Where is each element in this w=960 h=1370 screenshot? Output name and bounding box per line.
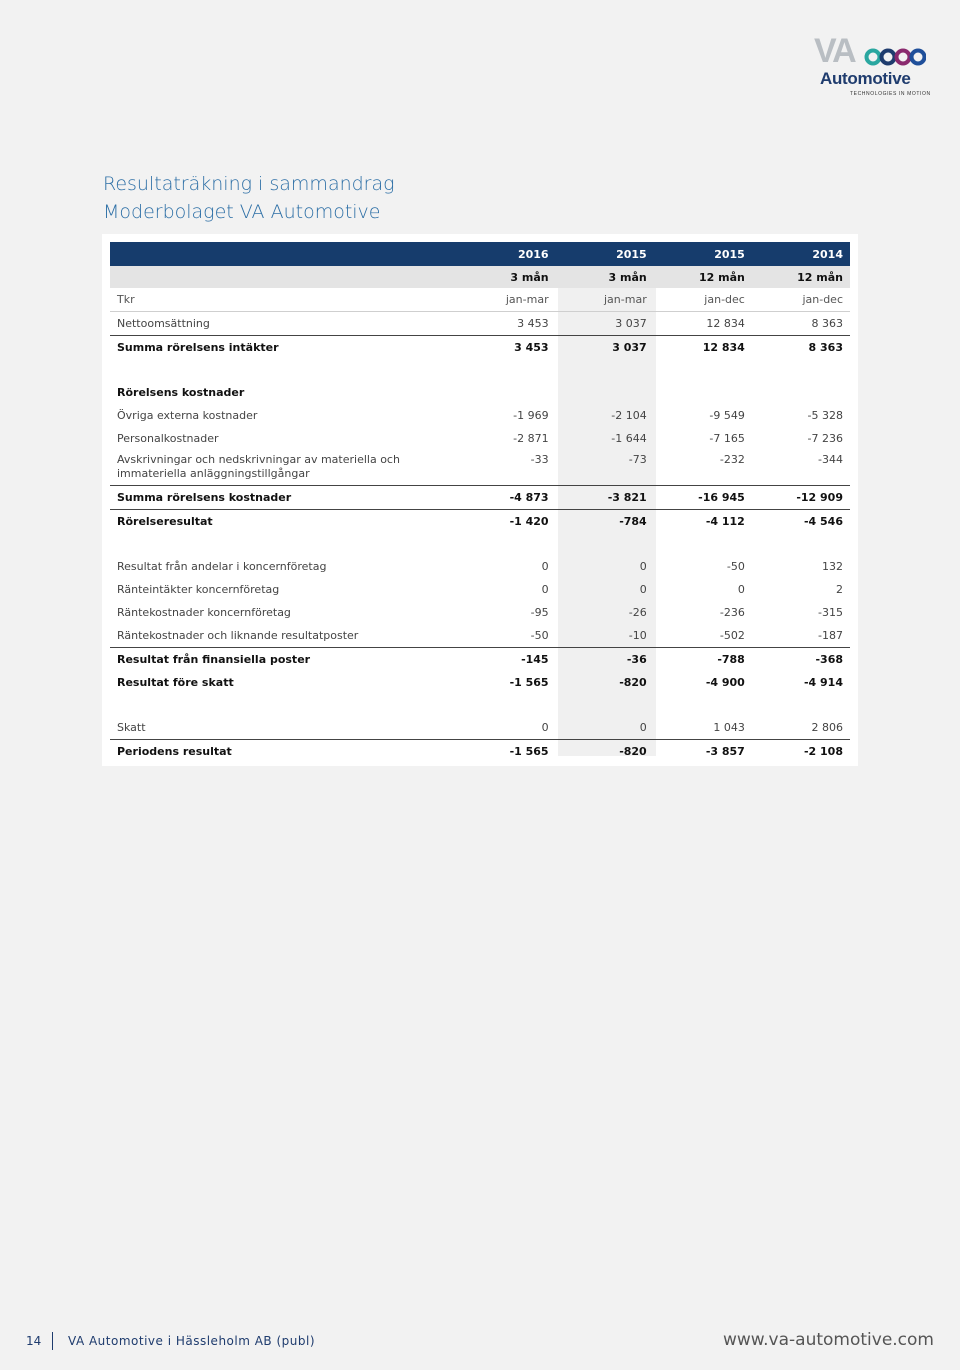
- row-value: -788: [654, 648, 752, 672]
- row-value: -4 112: [654, 510, 752, 534]
- footer-divider: [52, 1332, 53, 1350]
- row-label: Räntekostnader och liknande resultatposter: [117, 629, 359, 642]
- row-value: -1 644: [611, 432, 647, 445]
- table-row: [110, 312, 850, 336]
- header-periods-row: [110, 266, 850, 288]
- row-value: -236: [719, 606, 745, 619]
- row-value: 132: [822, 560, 843, 573]
- row-value: -10: [628, 629, 647, 642]
- unit-label: Tkr: [110, 288, 457, 312]
- page-footer: [26, 1330, 934, 1354]
- row-value: -3 857: [654, 740, 752, 764]
- logo-va-mark: VA: [814, 32, 855, 70]
- period-range: jan-dec: [654, 288, 752, 312]
- row-value: -820: [619, 676, 647, 689]
- row-value: 0: [639, 560, 647, 573]
- row-value: -16 945: [654, 486, 752, 510]
- row-value: -50: [530, 629, 549, 642]
- row-value: -315: [818, 606, 843, 619]
- period-range: jan-mar: [556, 288, 654, 312]
- row-value: -4 546: [752, 510, 850, 534]
- page-title-line-1: Resultaträkning i sammandrag: [103, 173, 395, 195]
- header-period: 3 mån: [556, 266, 654, 288]
- row-value: 3 037: [556, 336, 654, 360]
- row-label: Periodens resultat: [110, 740, 457, 764]
- row-value: 2 806: [811, 721, 843, 734]
- row-value: -12 909: [752, 486, 850, 510]
- row-label: Avskrivningar och nedskrivningar av materiella och immateriella anläggningstillgångar: [117, 453, 400, 480]
- header-year: 2015: [654, 242, 752, 266]
- row-value: -820: [556, 740, 654, 764]
- row-value: -1 565: [509, 676, 549, 689]
- row-value: -232: [719, 453, 745, 466]
- period-range: jan-mar: [457, 288, 555, 312]
- section-heading-row: [110, 381, 850, 404]
- row-value: 0: [541, 583, 549, 596]
- header-period: 3 mån: [457, 266, 555, 288]
- table-row-total: [110, 336, 850, 360]
- row-label: Rörelseresultat: [110, 510, 457, 534]
- row-value: -3 821: [556, 486, 654, 510]
- table-row: [110, 427, 850, 450]
- row-value: -9 549: [709, 409, 745, 422]
- period-range: jan-dec: [752, 288, 850, 312]
- row-label: Resultat före skatt: [117, 676, 234, 689]
- table-row: [110, 555, 850, 578]
- row-label: Skatt: [117, 721, 146, 734]
- logo-rings-icon: [864, 48, 926, 66]
- page-title: [103, 170, 395, 226]
- row-value: 12 834: [706, 317, 745, 330]
- row-value: -26: [628, 606, 647, 619]
- row-value: -4 900: [705, 676, 745, 689]
- header-year: 2014: [752, 242, 850, 266]
- row-value: -145: [457, 648, 555, 672]
- table-row: [110, 601, 850, 624]
- row-value: 8 363: [811, 317, 843, 330]
- row-label: Övriga externa kostnader: [117, 409, 258, 422]
- header-year: 2015: [556, 242, 654, 266]
- row-value: 0: [639, 721, 647, 734]
- table-row: [110, 624, 850, 648]
- row-value: -7 236: [807, 432, 843, 445]
- section-heading: Rörelsens kostnader: [117, 386, 245, 399]
- income-statement-card: [102, 234, 858, 766]
- page-title-line-2: Moderbolaget VA Automotive: [103, 201, 381, 223]
- row-value: -73: [628, 453, 647, 466]
- row-value: 2: [836, 583, 843, 596]
- header-year: 2016: [457, 242, 555, 266]
- row-label: Resultat från finansiella poster: [110, 648, 457, 672]
- row-value: 0: [737, 583, 745, 596]
- row-value: -4 873: [457, 486, 555, 510]
- row-value: -2 871: [513, 432, 549, 445]
- spacer-row: [110, 694, 850, 716]
- row-value: 0: [541, 560, 549, 573]
- logo-tagline: TECHNOLOGIES IN MOTION: [850, 91, 931, 97]
- row-label: Resultat från andelar i koncernföretag: [117, 560, 327, 573]
- row-value: -95: [530, 606, 549, 619]
- row-value: -2 104: [611, 409, 647, 422]
- table-row: [110, 716, 850, 740]
- row-value: 8 363: [752, 336, 850, 360]
- unit-row: [110, 288, 850, 312]
- header-period: 12 mån: [654, 266, 752, 288]
- table-row-total: [110, 671, 850, 694]
- row-value: -2 108: [752, 740, 850, 764]
- income-statement-table: [110, 242, 850, 763]
- row-label: Personalkostnader: [117, 432, 219, 445]
- logo-wordmark: Automotive: [820, 69, 911, 88]
- row-value: -344: [818, 453, 843, 466]
- row-value: -1 420: [457, 510, 555, 534]
- row-value: 3 453: [457, 336, 555, 360]
- row-value: 3 453: [517, 317, 549, 330]
- header-period: 12 mån: [752, 266, 850, 288]
- table-row-total: [110, 648, 850, 672]
- row-value: -50: [726, 560, 745, 573]
- row-value: 0: [541, 721, 549, 734]
- footer-url: www.va-automotive.com: [722, 1330, 934, 1350]
- table-row: [110, 404, 850, 427]
- row-label: Summa rörelsens intäkter: [110, 336, 457, 360]
- row-value: -1 969: [513, 409, 549, 422]
- row-value: -36: [556, 648, 654, 672]
- header-years-row: [110, 242, 850, 266]
- company-logo: [814, 32, 931, 98]
- footer-company: VA Automotive i Hässleholm AB (publ): [68, 1334, 316, 1348]
- row-value: -502: [719, 629, 745, 642]
- table-row-total: [110, 486, 850, 510]
- row-value: -368: [752, 648, 850, 672]
- row-value: -7 165: [709, 432, 745, 445]
- spacer-row: [110, 533, 850, 555]
- page-number: 14: [26, 1334, 42, 1348]
- row-value: -4 914: [803, 676, 843, 689]
- row-value: -784: [556, 510, 654, 534]
- table-row-total: [110, 510, 850, 534]
- table-row: [110, 578, 850, 601]
- row-value: -5 328: [807, 409, 843, 422]
- row-value: 12 834: [654, 336, 752, 360]
- row-value: 3 037: [615, 317, 647, 330]
- row-label: Ränteintäkter koncernföretag: [117, 583, 280, 596]
- row-label: Räntekostnader koncernföretag: [117, 606, 291, 619]
- row-value: -33: [530, 453, 549, 466]
- row-value: 0: [639, 583, 647, 596]
- row-value: -1 565: [457, 740, 555, 764]
- row-value: -187: [818, 629, 843, 642]
- spacer-row: [110, 359, 850, 381]
- row-label: Nettoomsättning: [117, 317, 210, 330]
- row-value: 1 043: [713, 721, 745, 734]
- table-row: [110, 450, 850, 486]
- table-row-total: [110, 740, 850, 764]
- row-label: Summa rörelsens kostnader: [110, 486, 457, 510]
